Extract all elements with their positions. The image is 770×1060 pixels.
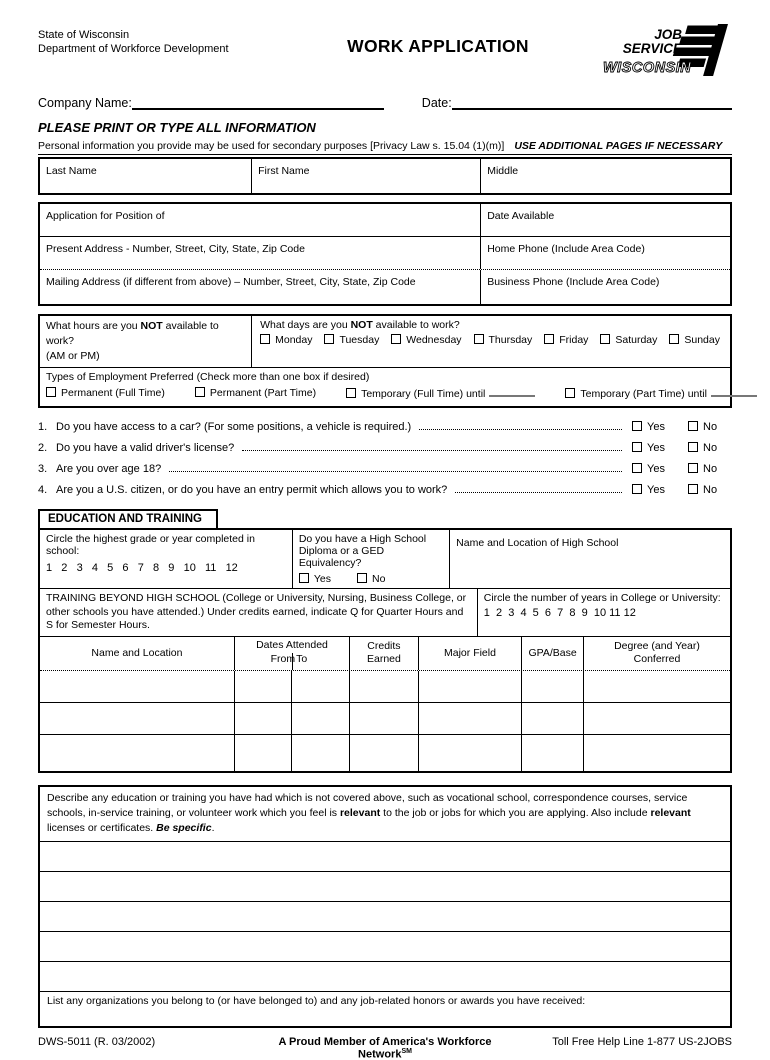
table-row <box>40 237 730 270</box>
temporary-full-time-checkbox[interactable] <box>346 388 356 398</box>
to-cell[interactable] <box>291 703 349 734</box>
wednesday-checkbox[interactable] <box>391 334 401 344</box>
education-table-header <box>40 637 730 671</box>
q3-no-checkbox[interactable] <box>688 463 698 473</box>
temporary-full-time-until-field[interactable] <box>489 387 535 397</box>
diploma-cell <box>292 530 449 588</box>
write-in-line-2[interactable] <box>40 872 730 902</box>
from-cell[interactable] <box>234 671 292 702</box>
q1-no-option: No <box>688 421 732 433</box>
major-cell[interactable] <box>418 671 522 702</box>
education-row-1 <box>40 671 730 703</box>
credits-cell[interactable] <box>349 703 418 734</box>
diploma-no-checkbox[interactable] <box>357 573 367 583</box>
home-phone-field[interactable] <box>480 237 730 269</box>
col-dates-attended: Dates Attended From To <box>234 637 349 670</box>
school-name-cell[interactable] <box>40 671 234 702</box>
business-phone-field[interactable] <box>480 270 730 304</box>
education-section-title: EDUCATION AND TRAINING <box>38 509 218 530</box>
diploma-yes-option: Yes <box>299 573 331 585</box>
q2-yes-option: Yes <box>632 442 688 454</box>
employment-types-label: Types of Employment Preferred (Check more than one box if desired) <box>46 371 724 383</box>
q1-yes-option: Yes <box>632 421 688 433</box>
position-label: Application for Position of <box>46 210 164 222</box>
first-name-field[interactable] <box>251 159 480 193</box>
present-address-label: Present Address - Number, Street, City, State, Zip Code <box>46 243 305 255</box>
days-question: What days are you NOT available to work? <box>260 319 722 331</box>
col-gpa-base: GPA/Base <box>521 637 583 670</box>
first-name-label: First Name <box>258 165 309 177</box>
company-name-field[interactable] <box>132 96 384 110</box>
write-in-line-5[interactable] <box>40 962 730 992</box>
degree-cell[interactable] <box>583 703 730 734</box>
gpa-cell[interactable] <box>521 671 583 702</box>
agency-line-2: Department of Workforce Development <box>38 43 274 57</box>
highest-grade-cell <box>40 530 292 588</box>
other-training-section <box>38 785 732 1028</box>
to-cell[interactable] <box>291 735 349 771</box>
college-years-numbers[interactable]: 1 2 3 4 5 6 7 8 9 10 11 12 <box>484 607 724 619</box>
tuesday-checkbox[interactable] <box>324 334 334 344</box>
college-years-label: Circle the number of years in College or University: <box>484 592 724 604</box>
temporary-part-time-option: Temporary (Part Time) until <box>565 387 757 400</box>
major-cell[interactable] <box>418 703 522 734</box>
company-name-label: Company Name: <box>38 96 132 110</box>
school-name-cell[interactable] <box>40 735 234 771</box>
education-row-3 <box>40 735 730 771</box>
high-school-name-label: Name and Location of High School <box>456 537 618 549</box>
question-row-3: 3. Are you over age 18? Yes No <box>38 463 732 475</box>
mailing-address-label: Mailing Address (if different from above) – Number, Street, City, State, Zip Code <box>46 276 416 288</box>
col-name-location: Name and Location <box>40 637 234 670</box>
agency-name <box>38 24 274 80</box>
from-cell[interactable] <box>234 735 292 771</box>
permanent-full-time-option: Permanent (Full Time) <box>46 387 165 400</box>
middle-name-field[interactable] <box>480 159 730 193</box>
from-cell[interactable] <box>234 703 292 734</box>
college-years-cell <box>477 589 730 636</box>
tuesday-option: Tuesday <box>324 334 379 346</box>
thursday-checkbox[interactable] <box>474 334 484 344</box>
school-name-cell[interactable] <box>40 703 234 734</box>
page-title: WORK APPLICATION <box>274 36 602 57</box>
position-field[interactable] <box>40 204 480 236</box>
write-in-line-4[interactable] <box>40 932 730 962</box>
service-mark: SM <box>401 1048 412 1055</box>
col-from: From <box>274 653 292 670</box>
col-credits-earned: Credits Earned <box>349 637 418 670</box>
question-text: Do you have access to a car? (For some positions, a vehicle is required.) <box>56 421 411 433</box>
dotted-leader <box>455 492 622 493</box>
to-cell[interactable] <box>291 671 349 702</box>
days-checkbox-row <box>260 334 722 346</box>
q2-no-checkbox[interactable] <box>688 442 698 452</box>
monday-checkbox[interactable] <box>260 334 270 344</box>
last-name-field[interactable] <box>40 159 251 193</box>
saturday-checkbox[interactable] <box>600 334 610 344</box>
diploma-no-option: No <box>357 573 385 585</box>
company-date-row <box>38 92 732 110</box>
credits-cell[interactable] <box>349 735 418 771</box>
form-number: DWS-5011 (R. 03/2002) <box>38 1036 258 1048</box>
saturday-option: Saturday <box>600 334 657 346</box>
name-table <box>38 157 732 195</box>
logo-text-wisconsin: WISCONSIN <box>603 60 691 76</box>
diploma-question: Do you have a High School Diploma or a GED Equivalency? <box>299 533 443 569</box>
grade-numbers[interactable]: 1 2 3 4 5 6 7 8 9 10 11 12 <box>46 562 286 574</box>
availability-section <box>38 314 732 408</box>
business-phone-label: Business Phone (Include Area Code) <box>487 276 659 288</box>
highest-grade-label: Circle the highest grade or year completed in school: <box>46 533 286 557</box>
col-to: To <box>292 653 310 670</box>
date-field[interactable] <box>452 96 732 110</box>
form-footer <box>38 1036 732 1060</box>
am-pm-note: (AM or PM) <box>46 349 245 364</box>
date-available-field[interactable] <box>480 204 730 236</box>
thursday-option: Thursday <box>474 334 533 346</box>
logo-text-service: SERVICE <box>623 41 683 56</box>
q2-yes-checkbox[interactable] <box>632 442 642 452</box>
diploma-yes-checkbox[interactable] <box>299 573 309 583</box>
permanent-full-time-checkbox[interactable] <box>46 387 56 397</box>
position-address-table <box>38 202 732 306</box>
question-text: Are you a U.S. citizen, or do you have an entry permit which allows you to work? <box>56 484 447 496</box>
q3-no-option: No <box>688 463 732 475</box>
q4-yes-checkbox[interactable] <box>632 484 642 494</box>
q2-no-option: No <box>688 442 732 454</box>
temporary-part-time-checkbox[interactable] <box>565 388 575 398</box>
flag-logo-graphic <box>602 24 732 78</box>
agency-line-1: State of Wisconsin <box>38 29 274 43</box>
yes-no-questions <box>38 421 732 496</box>
gpa-cell[interactable] <box>521 703 583 734</box>
monday-option: Monday <box>260 334 312 346</box>
describe-instructions: Describe any education or training you have had which is not covered above, such as vocational school, correspondence courses, service schools, in-service training, or volunteer work which you feel is relevant to the job or jobs for which you are applying. Also include relevant licenses or certificates. Be specific. <box>40 787 730 842</box>
q1-yes-checkbox[interactable] <box>632 421 642 431</box>
logo-text-job: JOB <box>654 27 682 42</box>
question-row-2: 2. Do you have a valid driver's license? Yes No <box>38 442 732 454</box>
question-text: Do you have a valid driver's license? <box>56 442 234 454</box>
permanent-part-time-option: Permanent (Part Time) <box>195 387 316 400</box>
hours-question: What hours are you NOT available to work? <box>46 319 245 349</box>
privacy-notice-row <box>38 140 732 155</box>
degree-cell[interactable] <box>583 671 730 702</box>
help-line: Toll Free Help Line 1-877 US-2JOBS <box>512 1036 732 1048</box>
date-available-label: Date Available <box>487 210 554 222</box>
sunday-option: Sunday <box>669 334 720 346</box>
present-address-field[interactable] <box>40 237 480 269</box>
q4-no-checkbox[interactable] <box>688 484 698 494</box>
friday-option: Friday <box>544 334 588 346</box>
education-table <box>38 528 732 773</box>
employment-types-row <box>46 387 724 400</box>
table-row <box>40 204 730 237</box>
print-instruction: PLEASE PRINT OR TYPE ALL INFORMATION <box>38 120 732 135</box>
footer-center-text: A Proud Member of America's Workforce Network℠ <box>258 1036 512 1060</box>
sunday-checkbox[interactable] <box>669 334 679 344</box>
table-row <box>40 270 730 304</box>
col-degree-conferred: Degree (and Year) Conferred <box>583 637 730 670</box>
organizations-field[interactable] <box>40 992 730 1026</box>
wednesday-option: Wednesday <box>391 334 461 346</box>
write-in-line-1[interactable] <box>40 842 730 872</box>
question-text: Are you over age 18? <box>56 463 161 475</box>
dotted-leader <box>242 450 622 451</box>
gpa-cell[interactable] <box>521 735 583 771</box>
training-beyond-hs-text: TRAINING BEYOND HIGH SCHOOL (College or University, Nursing, Business College, or other schools you have attended.) Under credits earned, indicate Q for Quarter Hours and S for Semester Hours. <box>40 589 477 636</box>
temporary-part-time-until-field[interactable] <box>711 387 757 397</box>
last-name-label: Last Name <box>46 165 97 177</box>
date-label: Date: <box>422 96 452 110</box>
q4-yes-option: Yes <box>632 484 688 496</box>
degree-cell[interactable] <box>583 735 730 771</box>
dotted-leader <box>419 429 622 430</box>
education-row-2 <box>40 703 730 735</box>
question-row-1: 1. Do you have access to a car? (For some positions, a vehicle is required.) Yes No <box>38 421 732 433</box>
dotted-leader <box>169 471 622 472</box>
permanent-part-time-checkbox[interactable] <box>195 387 205 397</box>
q4-no-option: No <box>688 484 732 496</box>
high-school-name-field[interactable] <box>449 530 730 588</box>
home-phone-label: Home Phone (Include Area Code) <box>487 243 645 255</box>
major-cell[interactable] <box>418 735 522 771</box>
question-row-4: 4. Are you a U.S. citizen, or do you have an entry permit which allows you to work? Yes No <box>38 484 732 496</box>
q3-yes-option: Yes <box>632 463 688 475</box>
mailing-address-field[interactable] <box>40 270 480 304</box>
organizations-label: List any organizations you belong to (or have belonged to) and any job-related honors or awards you have received: <box>47 995 585 1007</box>
col-major-field: Major Field <box>418 637 522 670</box>
hours-not-available-field[interactable] <box>40 316 251 367</box>
job-service-wisconsin-logo <box>602 24 732 80</box>
write-in-line-3[interactable] <box>40 902 730 932</box>
additional-pages-note: USE ADDITIONAL PAGES IF NECESSARY <box>514 140 722 152</box>
form-header <box>38 24 732 80</box>
friday-checkbox[interactable] <box>544 334 554 344</box>
temporary-full-time-option: Temporary (Full Time) until <box>346 387 535 400</box>
q1-no-checkbox[interactable] <box>688 421 698 431</box>
privacy-notice: Personal information you provide may be used for secondary purposes [Privacy Law s. 15.04 (1)(m)] <box>38 140 504 152</box>
credits-cell[interactable] <box>349 671 418 702</box>
q3-yes-checkbox[interactable] <box>632 463 642 473</box>
middle-name-label: Middle <box>487 165 518 177</box>
